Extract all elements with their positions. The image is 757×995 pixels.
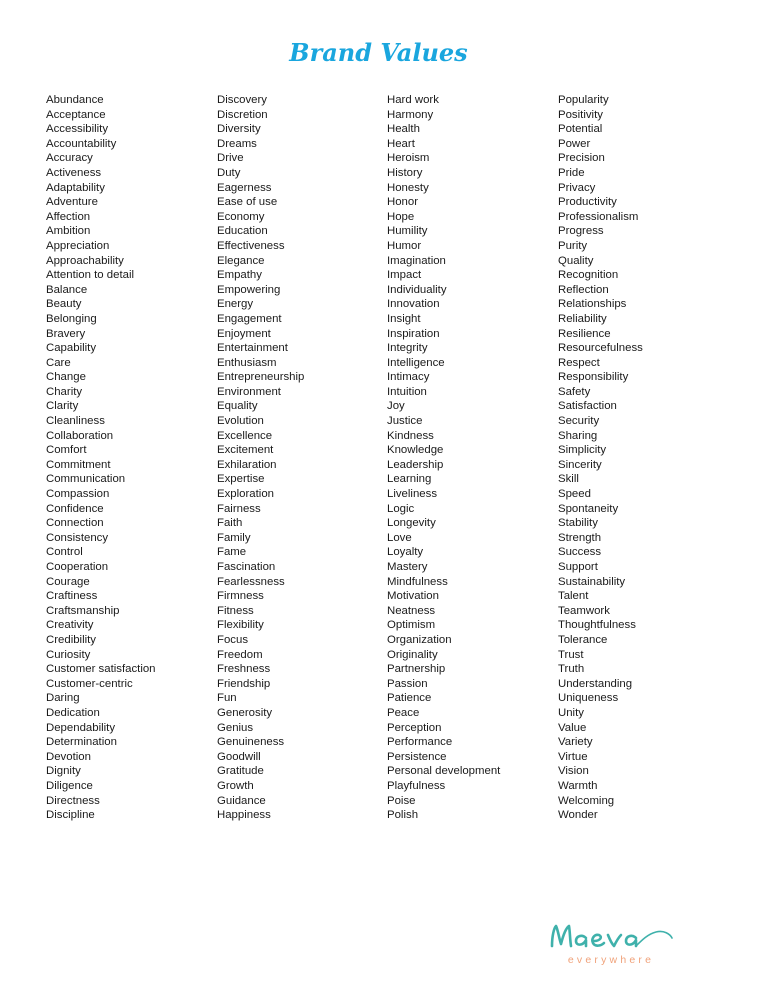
value-item: Fairness <box>217 502 261 515</box>
value-item: Firmness <box>217 590 264 603</box>
value-item: Genius <box>217 721 254 734</box>
value-item: Learning <box>387 473 432 486</box>
value-item: Vision <box>558 765 589 778</box>
logo-tagline: everywhere <box>567 954 655 966</box>
value-item: Customer satisfaction <box>46 663 156 676</box>
value-item: Confidence <box>46 502 104 515</box>
value-item: Friendship <box>217 677 271 690</box>
value-item: Engagement <box>217 312 282 325</box>
value-item: Justice <box>387 415 423 428</box>
value-item: Respect <box>558 356 600 369</box>
value-item: Health <box>387 123 420 136</box>
value-item: Ambition <box>46 225 91 238</box>
value-item: Comfort <box>46 444 87 457</box>
value-item: Mastery <box>387 561 428 573</box>
value-item: Partnership <box>387 663 446 676</box>
value-item: Acceptance <box>46 108 106 121</box>
value-item: Discretion <box>217 108 268 121</box>
value-item: Cooperation <box>46 561 109 573</box>
value-item: Directness <box>46 794 100 807</box>
value-item: Peace <box>387 706 420 719</box>
value-item: Intuition <box>387 385 427 398</box>
value-item: Clarity <box>46 400 79 413</box>
value-item: Logic <box>387 502 415 515</box>
value-item: Enthusiasm <box>217 356 277 369</box>
value-item: Goodwill <box>217 750 261 763</box>
value-item: Virtue <box>558 750 588 763</box>
value-item: Attention to detail <box>46 269 135 282</box>
value-item: Accuracy <box>46 152 93 165</box>
value-item: Performance <box>387 736 453 749</box>
value-item: Insight <box>387 312 421 325</box>
value-item: Imagination <box>387 254 446 267</box>
value-item: Joy <box>387 400 405 413</box>
value-item: Exploration <box>217 488 274 501</box>
value-item: Speed <box>558 488 591 501</box>
value-item: Equality <box>217 400 258 413</box>
value-item: Skill <box>558 473 579 486</box>
value-item: Courage <box>46 575 90 588</box>
value-item: Belonging <box>46 312 97 325</box>
value-item: Affection <box>46 210 91 223</box>
value-item: Humor <box>387 239 422 252</box>
value-item: Elegance <box>217 254 265 267</box>
value-item: Longevity <box>387 517 436 530</box>
value-item: Fitness <box>217 604 254 617</box>
value-item: Purity <box>558 239 588 252</box>
value-item: Loyalty <box>387 546 424 559</box>
value-item: Strength <box>558 531 602 544</box>
value-item: Eagerness <box>217 181 272 194</box>
value-item: Diligence <box>46 779 93 792</box>
value-item: Polish <box>387 809 419 822</box>
value-item: Heroism <box>387 152 430 165</box>
value-item: Honesty <box>387 181 429 194</box>
value-item: Commitment <box>46 458 111 471</box>
value-item: Energy <box>217 298 254 311</box>
value-item: Security <box>558 415 600 428</box>
value-item: Precision <box>558 152 605 165</box>
values-list <box>46 93 746 833</box>
value-item: Beauty <box>46 298 82 311</box>
value-item: Determination <box>46 736 117 749</box>
value-item: Safety <box>558 385 591 398</box>
value-item: Activeness <box>46 166 102 179</box>
value-item: Connection <box>46 517 104 530</box>
value-item: Passion <box>387 677 428 690</box>
value-item: Spontaneity <box>558 502 619 515</box>
value-item: Knowledge <box>387 444 444 457</box>
value-item: Originality <box>387 648 438 661</box>
value-item: Drive <box>217 152 244 165</box>
value-item: Exhilaration <box>217 458 277 471</box>
value-item: Productivity <box>558 196 617 209</box>
value-item: Kindness <box>387 429 434 442</box>
value-item: Enjoyment <box>217 327 271 340</box>
value-item: Perception <box>387 721 442 734</box>
maeva-wordmark-logo <box>546 920 676 954</box>
values-column-3 <box>387 93 557 823</box>
value-item: Hard work <box>387 94 439 106</box>
value-item: Resourcefulness <box>558 342 643 355</box>
value-item: Guidance <box>217 794 266 807</box>
value-item: Communication <box>46 473 126 486</box>
value-item: Fascination <box>217 561 276 573</box>
value-item: Potential <box>558 123 603 136</box>
value-item: Understanding <box>558 677 633 690</box>
value-item: Responsibility <box>558 371 629 384</box>
value-item: Craftsmanship <box>46 604 120 617</box>
value-item: Value <box>558 721 587 734</box>
value-item: Fearlessness <box>217 575 285 588</box>
value-item: Tolerance <box>558 633 608 646</box>
value-item: Diversity <box>217 123 261 136</box>
value-item: Family <box>217 531 251 544</box>
value-item: Optimism <box>387 619 436 632</box>
value-item: Inspiration <box>387 327 440 340</box>
value-item: Cleanliness <box>46 415 105 428</box>
value-item: Creativity <box>46 619 94 632</box>
value-item: Sincerity <box>558 458 602 471</box>
value-item: Devotion <box>46 750 91 763</box>
value-item: Evolution <box>217 415 264 428</box>
value-item: Privacy <box>558 181 596 194</box>
value-item: Relationships <box>558 298 627 311</box>
value-item: Dedication <box>46 706 100 719</box>
value-item: Appreciation <box>46 239 110 252</box>
value-item: Approachability <box>46 254 124 267</box>
value-item: Professionalism <box>558 210 639 223</box>
value-item: Growth <box>217 779 254 792</box>
value-item: Charity <box>46 385 83 398</box>
value-item: Trust <box>558 648 584 661</box>
value-item: Positivity <box>558 108 603 121</box>
value-item: Fame <box>217 546 247 559</box>
value-item: Curiosity <box>46 648 91 661</box>
value-item: Patience <box>387 692 432 705</box>
value-item: Dreams <box>217 137 257 150</box>
value-item: Discipline <box>46 809 95 822</box>
value-item: Abundance <box>46 94 104 106</box>
value-item: Reflection <box>558 283 609 296</box>
value-item: Accessibility <box>46 123 109 136</box>
value-item: Sustainability <box>558 575 626 588</box>
value-item: Resilience <box>558 327 611 340</box>
value-item: Environment <box>217 385 281 398</box>
value-item: Uniqueness <box>558 692 619 705</box>
value-item: Leadership <box>387 458 444 471</box>
value-item: Excellence <box>217 429 273 442</box>
value-item: Neatness <box>387 604 436 617</box>
value-item: Teamwork <box>558 604 610 617</box>
value-item: Popularity <box>558 94 609 106</box>
value-item: Faith <box>217 517 243 530</box>
value-item: Hope <box>387 210 415 223</box>
value-item: Integrity <box>387 342 428 355</box>
value-item: Compassion <box>46 488 110 501</box>
value-item: Change <box>46 371 86 384</box>
value-item: Collaboration <box>46 429 114 442</box>
value-item: Power <box>558 137 591 150</box>
value-item: Balance <box>46 283 88 296</box>
value-item: Personal development <box>387 765 501 778</box>
value-item: Individuality <box>387 283 447 296</box>
value-item: Innovation <box>387 298 440 311</box>
value-item: Bravery <box>46 327 86 340</box>
value-item: Flexibility <box>217 619 264 632</box>
value-item: Support <box>558 561 598 573</box>
value-item: Harmony <box>387 108 434 121</box>
value-item: Education <box>217 225 268 238</box>
value-item: Progress <box>558 225 604 238</box>
value-item: History <box>387 166 423 179</box>
value-item: Economy <box>217 210 265 223</box>
value-item: Satisfaction <box>558 400 617 413</box>
value-item: Accountability <box>46 137 117 150</box>
value-item: Persistence <box>387 750 447 763</box>
value-item: Discovery <box>217 94 268 106</box>
value-item: Heart <box>387 137 415 150</box>
values-column-1 <box>46 93 216 823</box>
value-item: Focus <box>217 633 249 646</box>
value-item: Talent <box>558 590 589 603</box>
value-item: Humility <box>387 225 428 238</box>
value-item: Daring <box>46 692 80 705</box>
value-item: Unity <box>558 706 584 719</box>
values-column-4 <box>558 93 728 823</box>
value-item: Intimacy <box>387 371 430 384</box>
value-item: Consistency <box>46 531 109 544</box>
value-item: Love <box>387 531 412 544</box>
value-item: Organization <box>387 633 452 646</box>
value-item: Adaptability <box>46 181 105 194</box>
value-item: Intelligence <box>387 356 445 369</box>
value-item: Empowering <box>217 283 281 296</box>
value-item: Motivation <box>387 590 439 603</box>
value-item: Ease of use <box>217 196 278 209</box>
value-item: Empathy <box>217 269 262 282</box>
value-item: Stability <box>558 517 598 530</box>
value-item: Genuineness <box>217 736 285 749</box>
value-item: Entrepreneurship <box>217 371 305 384</box>
value-item: Impact <box>387 269 422 282</box>
value-item: Wonder <box>558 809 598 822</box>
value-item: Control <box>46 546 83 559</box>
value-item: Freshness <box>217 663 271 676</box>
value-item: Honor <box>387 196 419 209</box>
value-item: Simplicity <box>558 444 607 457</box>
value-item: Poise <box>387 794 416 807</box>
value-item: Warmth <box>558 779 598 792</box>
value-item: Capability <box>46 342 97 355</box>
value-item: Excitement <box>217 444 274 457</box>
value-item: Pride <box>558 166 585 179</box>
value-item: Effectiveness <box>217 239 285 252</box>
value-item: Recognition <box>558 269 619 282</box>
value-item: Mindfulness <box>387 575 448 588</box>
value-item: Gratitude <box>217 765 264 778</box>
value-item: Thoughtfulness <box>558 619 636 632</box>
values-column-2 <box>217 93 387 823</box>
value-item: Craftiness <box>46 590 98 603</box>
value-item: Reliability <box>558 312 607 325</box>
value-item: Liveliness <box>387 488 438 501</box>
value-item: Expertise <box>217 473 265 486</box>
value-item: Freedom <box>217 648 263 661</box>
value-item: Variety <box>558 736 593 749</box>
value-item: Truth <box>558 663 585 676</box>
value-item: Care <box>46 356 71 369</box>
value-item: Happiness <box>217 809 271 822</box>
value-item: Entertainment <box>217 342 288 355</box>
value-item: Duty <box>217 166 241 179</box>
value-item: Adventure <box>46 196 98 209</box>
value-item: Quality <box>558 254 594 267</box>
brand-logo <box>546 920 676 970</box>
value-item: Fun <box>217 692 237 705</box>
value-item: Dignity <box>46 765 81 778</box>
value-item: Dependability <box>46 721 116 734</box>
value-item: Success <box>558 546 602 559</box>
value-item: Generosity <box>217 706 273 719</box>
page-title: Brand Values <box>289 38 468 67</box>
value-item: Playfulness <box>387 779 446 792</box>
value-item: Sharing <box>558 429 598 442</box>
value-item: Credibility <box>46 633 97 646</box>
value-item: Welcoming <box>558 794 615 807</box>
value-item: Customer-centric <box>46 677 133 690</box>
